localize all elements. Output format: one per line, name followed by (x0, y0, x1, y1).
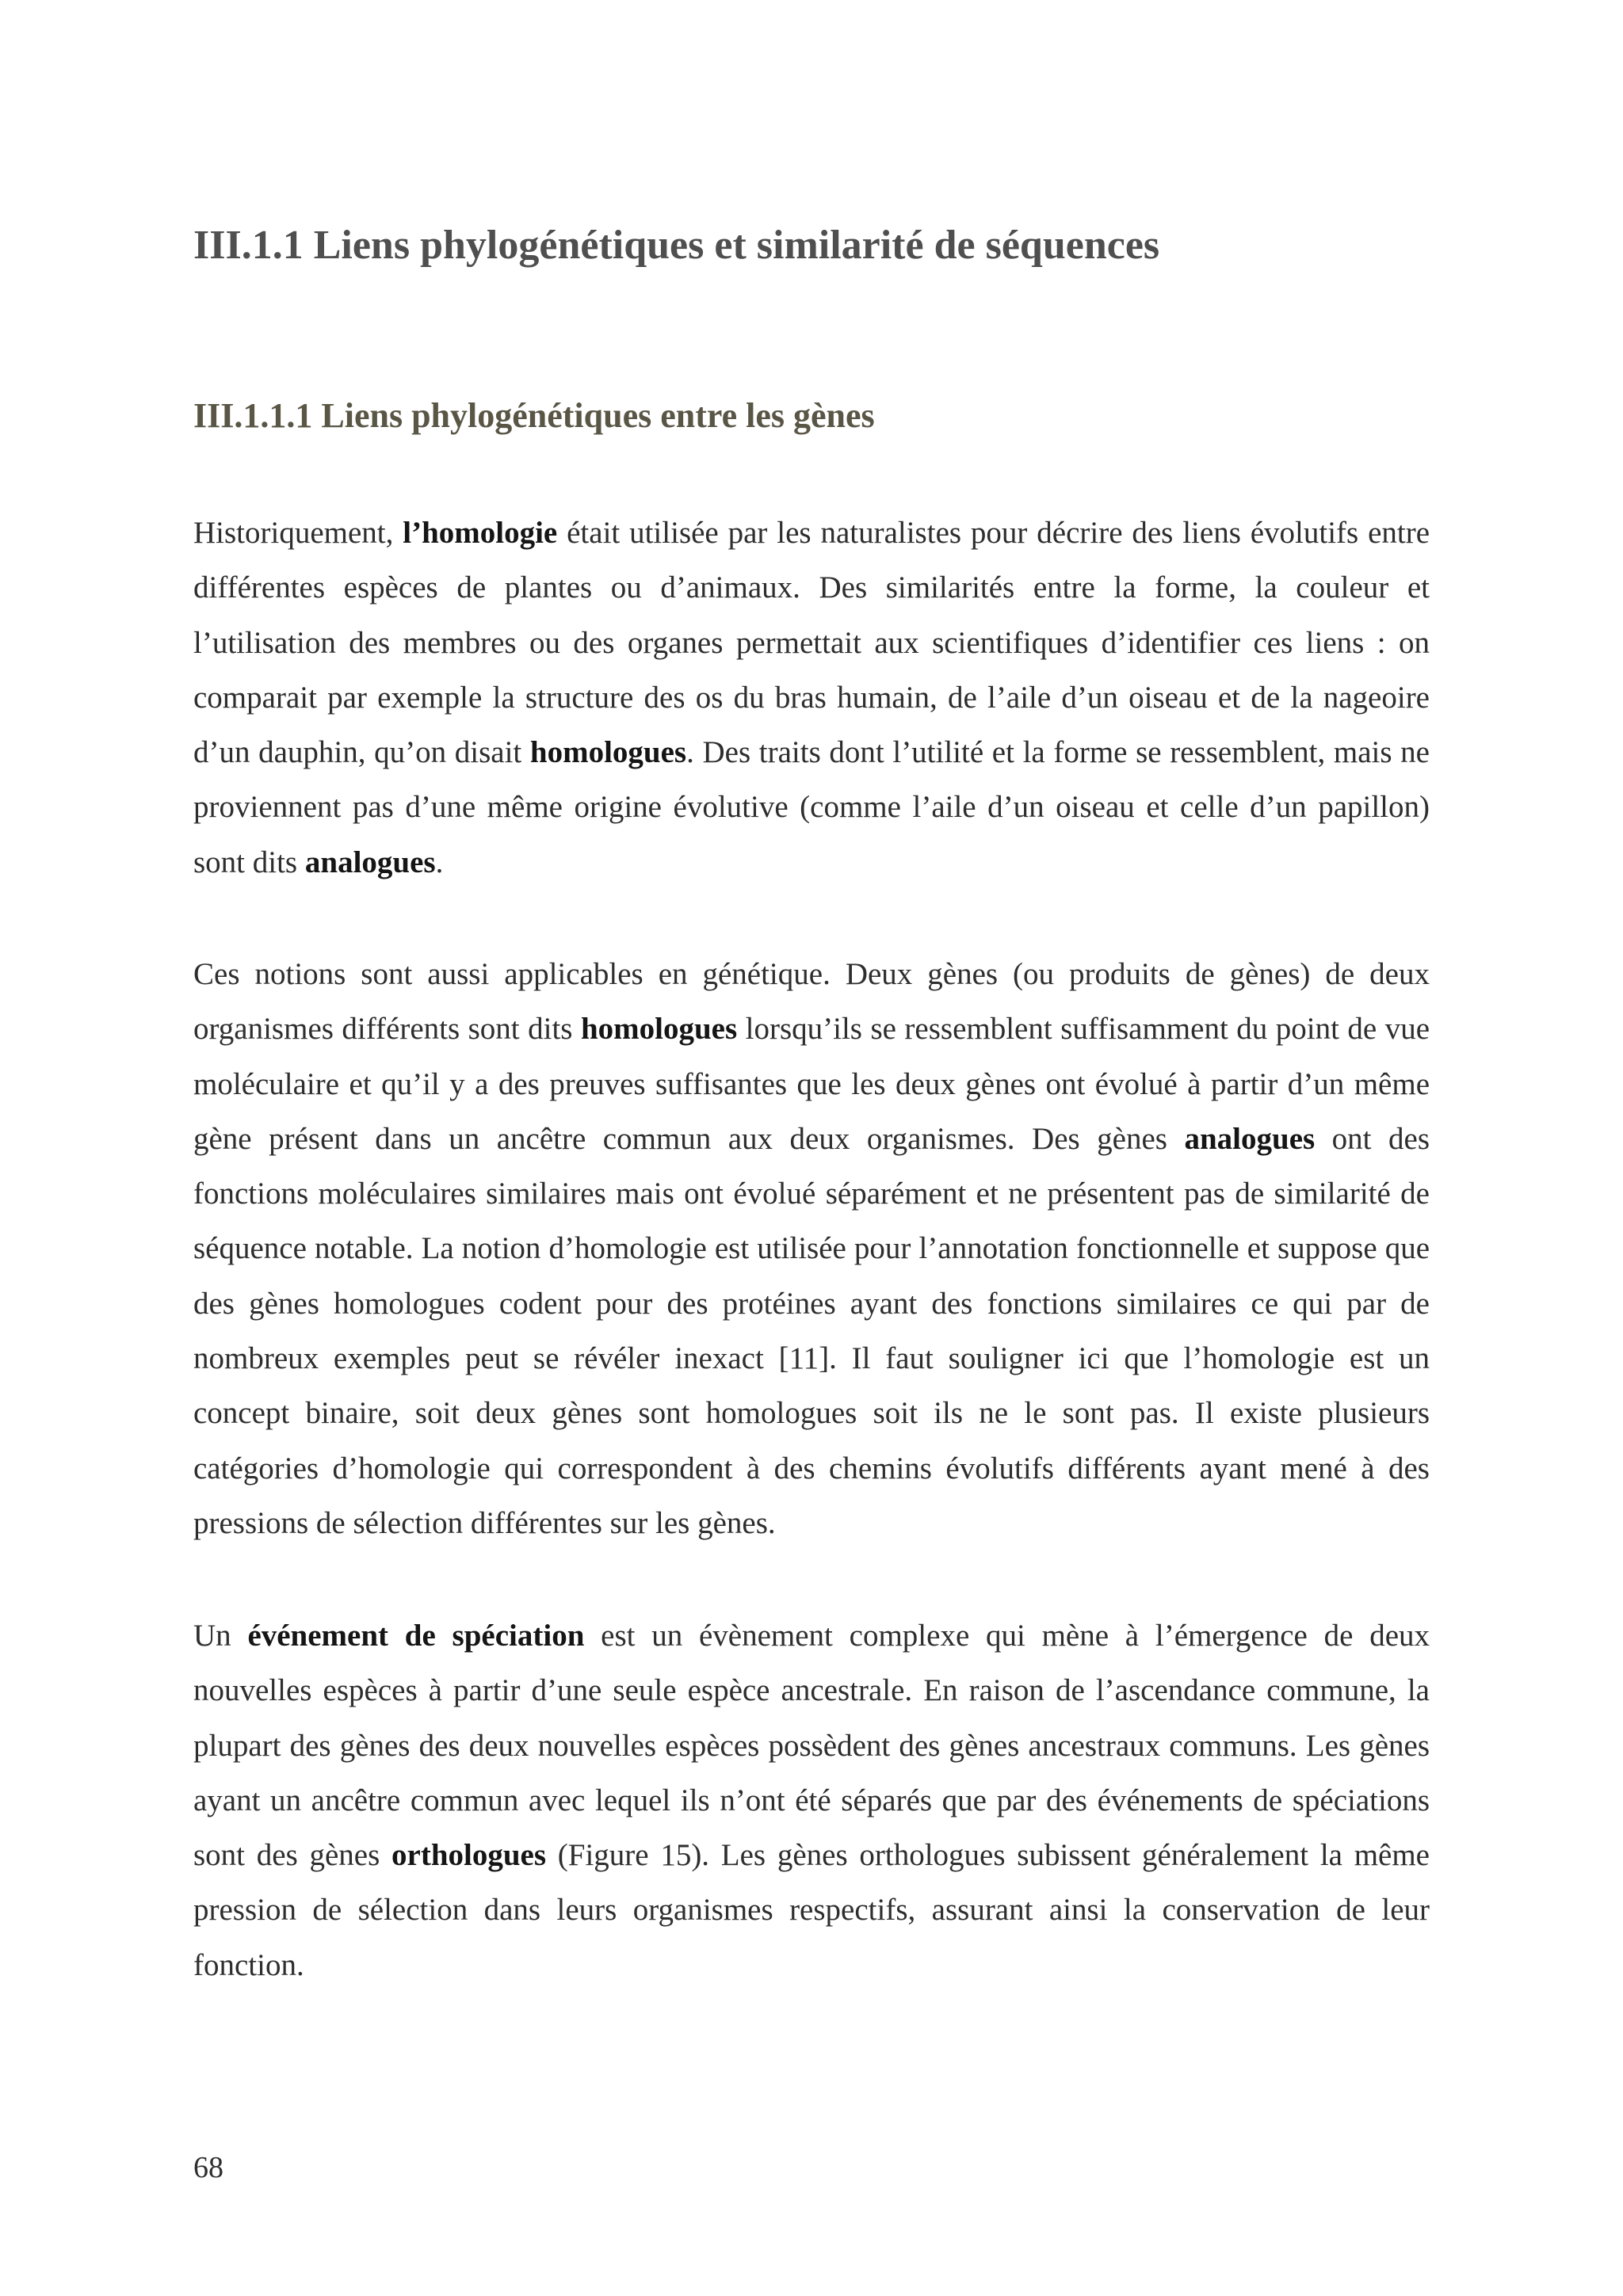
section-heading: III.1.1 Liens phylogénétiques et similarité de séquences (193, 223, 1160, 268)
subsection-heading: III.1.1.1 Liens phylogénétiques entre les gènes (193, 396, 875, 435)
term-evenement-de-speciation: événement de spéciation (247, 1619, 585, 1653)
term-homologues: homologues (529, 735, 687, 770)
text-run: Un (193, 1619, 231, 1653)
paragraph-speciation (193, 1608, 1430, 1993)
term-analogues: analogues (304, 845, 436, 879)
paragraph-genetics-homology (193, 947, 1430, 1550)
page-number: 68 (193, 2151, 223, 2184)
text-run: (Figure 15). Les gènes orthologues subissent généralement la même pression de sélection dans leurs organismes respectifs, assurant ainsi la conservation de leur fonction. (193, 1838, 1430, 1982)
term-homologie: l’homologie (403, 516, 558, 550)
term-analogues: analogues (1184, 1121, 1316, 1156)
paragraph-homologie-history (193, 505, 1430, 890)
text-run: . Des traits dont l’utilité et la forme se ressemblent, mais ne proviennent pas d’une même origine évolutive (comme l’aile d’un oiseau et celle d’un papillon) sont dits (193, 735, 1430, 879)
term-homologues: homologues (580, 1012, 738, 1047)
text-run: est un évènement complexe qui mène à l’émergence de deux nouvelles espèces à partir d’une seule espèce ancestrale. En raison de l’ascendance commune, la plupart des gènes des deux nouvelles espèces possèdent des gènes ancestraux communs. Les gènes ayant un ancêtre commun avec lequel ils n’ont été séparés que par des événements de spéciations sont des gènes (193, 1619, 1430, 1873)
text-run: Historiquement, (193, 516, 394, 550)
text-run: Ces notions sont aussi applicables en génétique. Deux gènes (ou produits de gènes) de deux organismes différents sont dits (193, 957, 1430, 1047)
text-run: était utilisée par les naturalistes pour décrire des liens évolutifs entre différentes espèces de plantes ou d’animaux. Des similarités entre la forme, la couleur et l’utilisation des membres ou des organes permettait aux scientifiques d’identifier ces liens : on comparait par exemple la structure des os du bras humain, de l’aile d’un oiseau et de la nageoire d’un dauphin, qu’on disait (193, 516, 1430, 770)
term-orthologues: orthologues (391, 1838, 547, 1873)
text-run: . (435, 845, 444, 879)
text-run: ont des fonctions moléculaires similaires mais ont évolué séparément et ne présentent pas de similarité de séquence notable. La notion d’homologie est utilisée pour l’annotation fonctionnelle et suppose que des gènes homologues codent pour des protéines ayant des fonctions similaires ce qui par de nombreux exemples peut se révéler inexact [11]. Il faut souligner ici que l’homologie est un concept binaire, soit deux gènes sont homologues soit ils ne le sont pas. Il existe plusieurs catégories d’homologie qui correspondent à des chemins évolutifs différents ayant mené à des pressions de sélection différentes sur les gènes. (193, 1121, 1430, 1540)
text-run: lorsqu’ils se ressemblent suffisamment du point de vue moléculaire et qu’il y a des preuves suffisantes que les deux gènes ont évolué à partir d’un même gène présent dans un ancêtre commun aux deux organismes. Des gènes (193, 1012, 1430, 1156)
